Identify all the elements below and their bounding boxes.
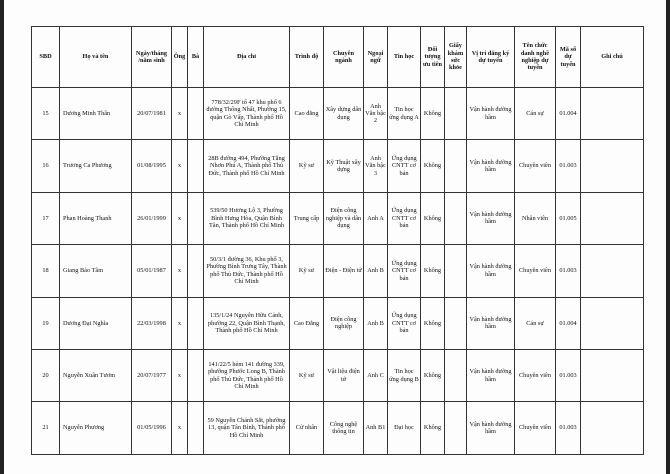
- cell-position: Vận hành đường hầm: [467, 88, 515, 140]
- header-name: Họ và tên: [60, 27, 132, 88]
- cell-degree: Kỹ sư: [290, 245, 324, 297]
- cell-address: 141/22/5 hẻm 141 đường 339, phường Phước Long B, Thành phố Thủ Đức, Thành phố Hồ Chí Minh: [204, 349, 290, 401]
- scan-border-right: [666, 0, 670, 474]
- cell-title: Chuyên viên: [515, 140, 556, 192]
- cell-it: Ứng dụng CNTT cơ bản: [388, 245, 421, 297]
- cell-position: Vận hành đường hầm: [467, 192, 515, 244]
- cell-note: [581, 88, 644, 140]
- cell-position: Vận hành đường hầm: [467, 402, 515, 454]
- cell-language: Anh A: [364, 192, 388, 244]
- cell-it: Ứng dụng CNTT cơ bản: [388, 297, 421, 349]
- cell-title: Cán sự: [515, 88, 556, 140]
- cell-male: x: [172, 402, 188, 454]
- header-address: Địa chỉ: [204, 27, 290, 88]
- header-female: Bà: [188, 27, 204, 88]
- cell-language: Anh B: [364, 245, 388, 297]
- header-priority: Đối tượng ưu tiên: [421, 27, 445, 88]
- table-row: [32, 245, 644, 297]
- cell-sbd: 20: [32, 349, 60, 401]
- cell-code: 01.005: [556, 192, 581, 244]
- cell-dob: 05/01/1987: [132, 245, 172, 297]
- cell-major: Điện công nghiệp: [324, 297, 364, 349]
- cell-title: Chuyên viên: [515, 349, 556, 401]
- cell-position: Vận hành đường hầm: [467, 245, 515, 297]
- cell-priority: Không: [421, 192, 445, 244]
- cell-priority: Không: [421, 349, 445, 401]
- cell-major: Công nghệ thông tin: [324, 402, 364, 454]
- header-health: Giấy khám sức khỏe: [445, 27, 467, 88]
- cell-male: x: [172, 140, 188, 192]
- cell-name: Phan Hoàng Thanh: [60, 192, 132, 244]
- table-body: [32, 88, 644, 455]
- cell-dob: 20/07/1977: [132, 349, 172, 401]
- cell-priority: Không: [421, 402, 445, 454]
- cell-female: [188, 402, 204, 454]
- cell-health: [445, 88, 467, 140]
- cell-name: Dương Đại Nghĩa: [60, 297, 132, 349]
- header-row: [32, 27, 644, 88]
- cell-it: Ứng dụng CNTT cơ bản: [388, 140, 421, 192]
- cell-sbd: 21: [32, 402, 60, 454]
- header-dob: Ngày/tháng /năm sinh: [132, 27, 172, 88]
- table-row: [32, 192, 644, 244]
- cell-language: Anh B1: [364, 402, 388, 454]
- cell-note: [581, 402, 644, 454]
- cell-sbd: 16: [32, 140, 60, 192]
- cell-it: Tin học ứng dụng B: [388, 349, 421, 401]
- cell-health: [445, 192, 467, 244]
- cell-name: Trương Ca Phương: [60, 140, 132, 192]
- cell-health: [445, 140, 467, 192]
- table-row: [32, 297, 644, 349]
- cell-language: Anh B: [364, 297, 388, 349]
- cell-degree: Cử nhân: [290, 402, 324, 454]
- cell-name: Nguyễn Phương: [60, 402, 132, 454]
- table-row: [32, 349, 644, 401]
- cell-language: Anh Văn bậc 3: [364, 140, 388, 192]
- header-major: Chuyên ngành: [324, 27, 364, 88]
- cell-dob: 22/03/1998: [132, 297, 172, 349]
- cell-title: Cán sự: [515, 297, 556, 349]
- cell-health: [445, 402, 467, 454]
- cell-address: 539/50 Hương Lộ 3, Phường Bình Hưng Hòa, Quận Bình Tân, Thành phố Hồ Chí Minh: [204, 192, 290, 244]
- cell-dob: 01/05/1996: [132, 402, 172, 454]
- cell-health: [445, 245, 467, 297]
- cell-note: [581, 349, 644, 401]
- cell-position: Vận hành đường hầm: [467, 140, 515, 192]
- header-position: Vị trí đăng ký dự tuyển: [467, 27, 515, 88]
- cell-priority: Không: [421, 140, 445, 192]
- cell-male: x: [172, 192, 188, 244]
- cell-name: Dương Minh Thân: [60, 88, 132, 140]
- table-row: [32, 402, 644, 454]
- header-title: Tên chức danh nghề nghiệp dự tuyển: [515, 27, 556, 88]
- table-row: [32, 140, 644, 192]
- cell-name: Nguyễn Xuân Tươm: [60, 349, 132, 401]
- cell-priority: Không: [421, 297, 445, 349]
- cell-it: Tin học ứng dụng A: [388, 88, 421, 140]
- cell-degree: Trung cấp: [290, 192, 324, 244]
- cell-note: [581, 297, 644, 349]
- cell-code: 01.004: [556, 88, 581, 140]
- header-it: Tin học: [388, 27, 421, 88]
- cell-major: Điện - Điện tử: [324, 245, 364, 297]
- cell-code: 01.003: [556, 402, 581, 454]
- cell-language: Anh Văn bậc 2: [364, 88, 388, 140]
- cell-sbd: 19: [32, 297, 60, 349]
- header-language: Ngoại ngữ: [364, 27, 388, 88]
- cell-dob: 26/01/1999: [132, 192, 172, 244]
- cell-address: 135/1/24 Nguyễn Hữu Cảnh, phường 22, Quận Bình Thạnh, Thành phố Hồ Chí Minh: [204, 297, 290, 349]
- cell-address: 59 Nguyễn Chánh Sắt, phường 13, quận Tân Bình, Thành phố Hồ Chí Minh: [204, 402, 290, 454]
- cell-note: [581, 245, 644, 297]
- cell-address: 50/3/1 đường 36, Khu phố 3, Phường Bình Trưng Tây, Thành phố Thủ Đức, Thành phố Hồ Chí Minh: [204, 245, 290, 297]
- table-row: [32, 88, 644, 140]
- cell-it: Ứng dụng CNTT cơ bản: [388, 192, 421, 244]
- cell-priority: Không: [421, 88, 445, 140]
- cell-major: Vật liệu điện tử: [324, 349, 364, 401]
- cell-position: Vận hành đường hầm: [467, 349, 515, 401]
- cell-code: 01.004: [556, 297, 581, 349]
- cell-female: [188, 297, 204, 349]
- cell-position: Vận hành đường hầm: [467, 297, 515, 349]
- cell-code: 01.003: [556, 245, 581, 297]
- cell-female: [188, 192, 204, 244]
- candidate-table: [31, 26, 644, 455]
- cell-major: Kỹ Thuật xây dựng: [324, 140, 364, 192]
- cell-language: Anh C: [364, 349, 388, 401]
- cell-male: x: [172, 297, 188, 349]
- cell-title: Chuyên viên: [515, 245, 556, 297]
- scan-border-left: [0, 0, 4, 474]
- cell-health: [445, 297, 467, 349]
- cell-degree: Cao đẳng: [290, 88, 324, 140]
- cell-note: [581, 192, 644, 244]
- cell-male: x: [172, 349, 188, 401]
- cell-note: [581, 140, 644, 192]
- cell-male: x: [172, 245, 188, 297]
- cell-male: x: [172, 88, 188, 140]
- header-sbd: SBD: [32, 27, 60, 88]
- cell-dob: 20/07/1981: [132, 88, 172, 140]
- cell-priority: Không: [421, 245, 445, 297]
- cell-major: Điện công nghiệp và dân dụng: [324, 192, 364, 244]
- cell-code: 01.003: [556, 349, 581, 401]
- cell-sbd: 18: [32, 245, 60, 297]
- cell-female: [188, 140, 204, 192]
- header-note: Ghi chú: [581, 27, 644, 88]
- cell-title: Nhân viên: [515, 192, 556, 244]
- cell-address: 28B đường 494, Phường Tăng Nhơn Phú A, Thành phố Thủ Đức, Thành phố Hồ Chí Minh: [204, 140, 290, 192]
- cell-sbd: 15: [32, 88, 60, 140]
- cell-code: 01.003: [556, 140, 581, 192]
- cell-name: Giang Bảo Tâm: [60, 245, 132, 297]
- header-male: Ông: [172, 27, 188, 88]
- cell-major: Xây dựng dân dụng: [324, 88, 364, 140]
- cell-address: 778/32/29F tổ 47 khu phố 6 đường Thống Nhất, Phường 15, quận Gò Vấp, Thành phố Hồ Chí Minh: [204, 88, 290, 140]
- cell-female: [188, 88, 204, 140]
- cell-sbd: 17: [32, 192, 60, 244]
- cell-health: [445, 349, 467, 401]
- cell-title: Chuyên viên: [515, 402, 556, 454]
- table-header: [32, 27, 644, 88]
- cell-female: [188, 245, 204, 297]
- cell-dob: 01/08/1995: [132, 140, 172, 192]
- cell-degree: Kỹ sư: [290, 349, 324, 401]
- cell-degree: Kỹ sư: [290, 140, 324, 192]
- cell-degree: Cao Đẳng: [290, 297, 324, 349]
- header-degree: Trình độ: [290, 27, 324, 88]
- cell-female: [188, 349, 204, 401]
- header-code: Mã số dự tuyển: [556, 27, 581, 88]
- cell-it: Đại học: [388, 402, 421, 454]
